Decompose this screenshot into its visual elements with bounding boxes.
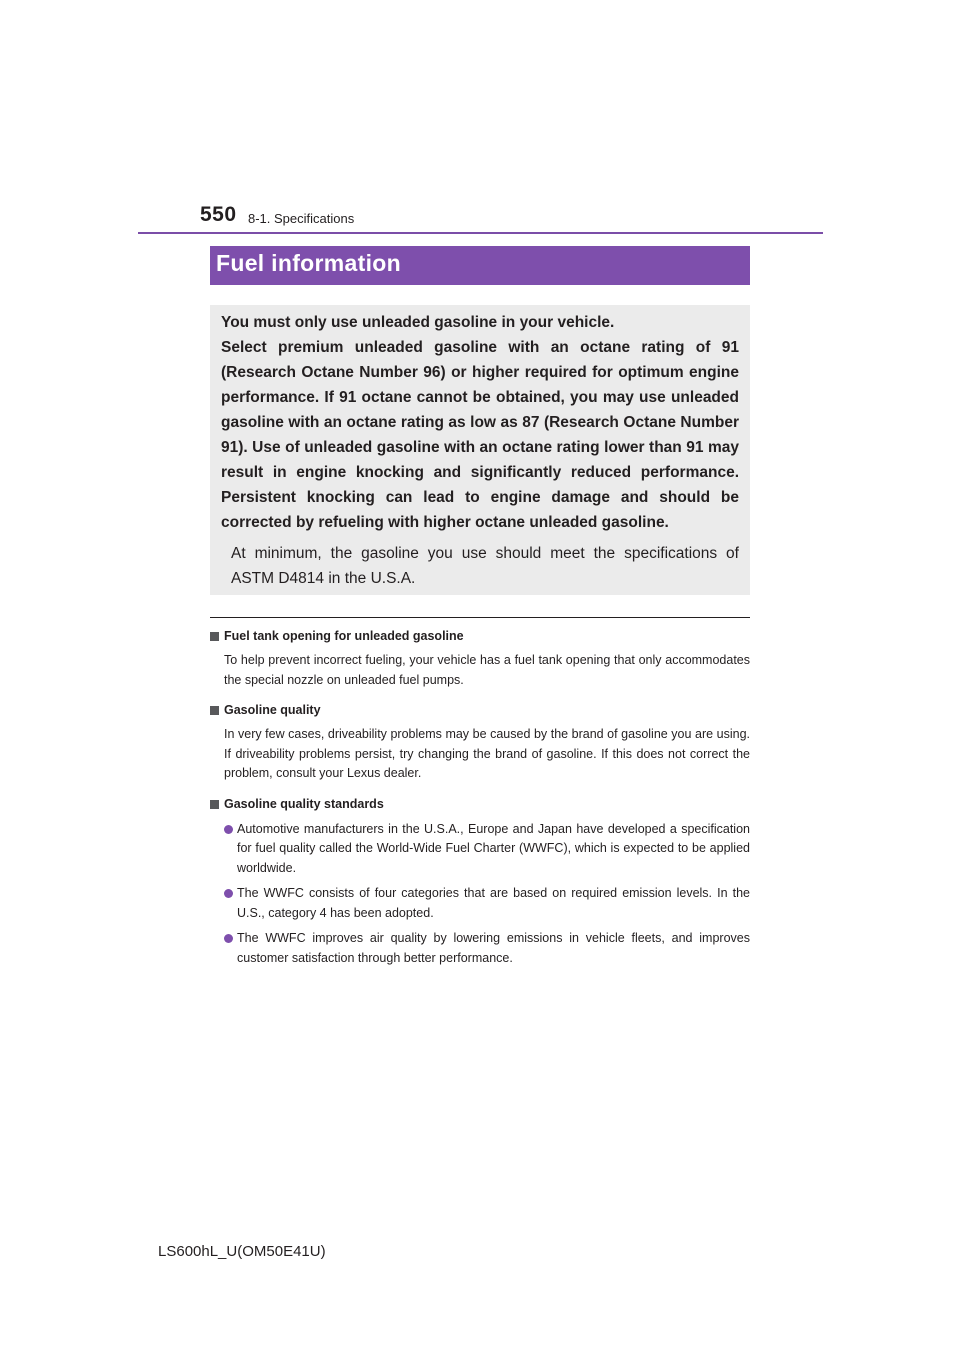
square-icon — [210, 800, 219, 809]
list-item — [224, 884, 750, 923]
notes-content — [210, 627, 750, 968]
section-gasoline-quality-standards — [210, 795, 750, 969]
section-body: To help prevent incorrect fueling, your vehicle has a fuel tank opening that only accommodates the special nozzle on unleaded fuel pumps. — [224, 653, 750, 687]
list-item — [224, 929, 750, 968]
list-item — [224, 820, 750, 879]
title-bar — [210, 246, 750, 285]
section-heading — [210, 701, 750, 720]
footer-model-code: LS600hL_U(OM50E41U) — [158, 1243, 326, 1260]
section-heading — [210, 627, 750, 646]
info-note: At minimum, the gasoline you use should meet the specifications of ASTM D4814 in the U.S.A. — [231, 545, 739, 587]
section-heading-text: Gasoline quality standards — [224, 796, 384, 811]
section-label: 8-1. Specifications — [248, 211, 355, 226]
divider — [210, 617, 750, 618]
square-icon — [210, 706, 219, 715]
square-icon — [210, 632, 219, 641]
list-item-text: The WWFC consists of four categories that are based on required emission levels. In the U.S., category 4 has been adopted. — [237, 886, 750, 920]
section-heading — [210, 795, 750, 814]
list-item-text: The WWFC improves air quality by lowering emissions in vehicle fleets, and improves customer satisfaction through better performance. — [237, 931, 750, 965]
page-number: 550 — [200, 203, 237, 226]
circle-bullet-icon — [224, 889, 233, 898]
circle-bullet-icon — [224, 825, 233, 834]
header-rule — [138, 232, 823, 234]
section-heading-text: Fuel tank opening for unleaded gasoline — [224, 629, 464, 643]
info-box — [210, 305, 750, 595]
page-title: Fuel information — [216, 250, 401, 276]
section-fuel-tank-opening — [210, 627, 750, 690]
section-gasoline-quality — [210, 701, 750, 784]
circle-bullet-icon — [224, 934, 233, 943]
info-lead: You must only use unleaded gasoline in your vehicle. — [221, 314, 615, 331]
section-heading-text: Gasoline quality — [224, 703, 321, 717]
list-item-text: Automotive manufacturers in the U.S.A., Europe and Japan have developed a specification for fuel quality called the World-Wide Fuel Charter (WWFC), which is expected to be applied worldwide. — [237, 821, 750, 875]
info-main: Select premium unleaded gasoline with an octane rating of 91 (Research Octane Number 96) or higher required for optimum engine performance. If 91 octane cannot be obtained, you may use unleaded gasoline with an octane rating as low as 87 (Research Octane Number 91). Use of unleaded gasoline with an octane rating lower than 91 may result in engine knocking and significantly reduced performance. Persistent knocking can lead to engine damage and should be corrected by refueling with higher octane unleaded gasoline. — [221, 339, 739, 531]
section-body: In very few cases, driveability problems may be caused by the brand of gasoline you are using. If driveability problems persist, try changing the brand of gasoline. If this does not correct the problem, consult your Lexus dealer. — [224, 727, 750, 780]
